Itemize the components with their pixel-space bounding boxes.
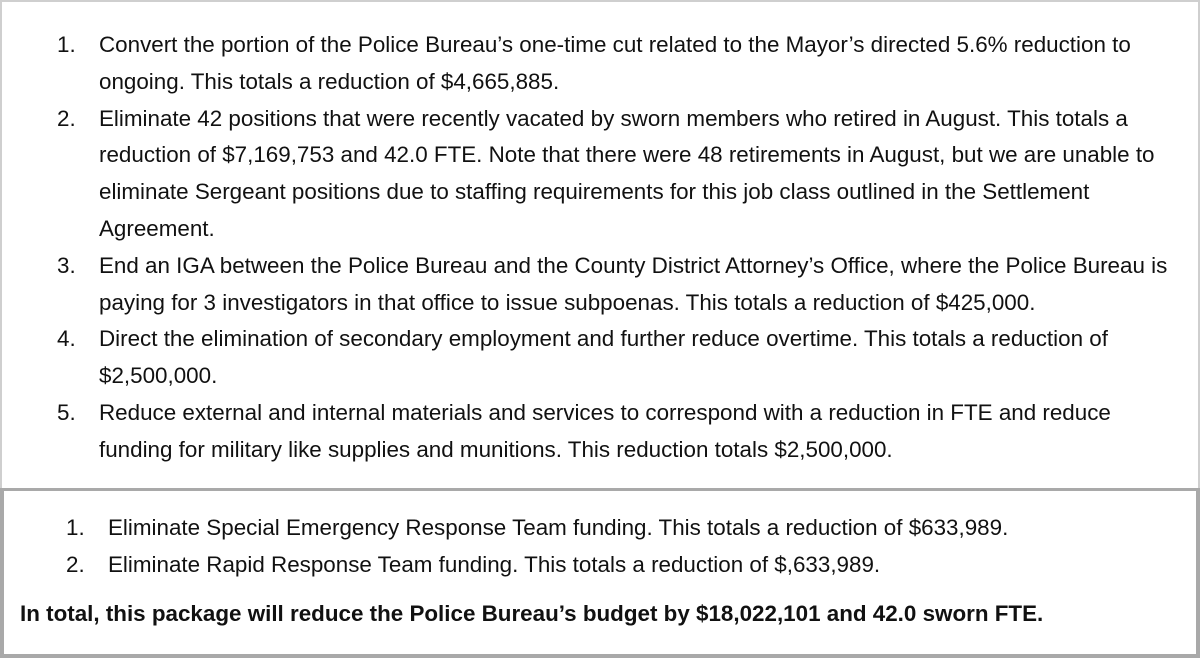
- team-funding-list: [4, 510, 1200, 584]
- list-item-text: End an IGA between the Police Bureau and the County District Attorney’s Office, where the Police Bureau is paying for 3 investigators in that office to issue subpoenas. This totals a reduction of $425,000.: [99, 252, 1168, 315]
- list-item: [2, 321, 1200, 395]
- list-item-text: Reduce external and internal materials and services to correspond with a reduction in FTE and reduce funding for military like supplies and munitions. This reduction totals $2,500,000.: [99, 399, 1111, 462]
- list-item-text: Convert the portion of the Police Bureau’s one-time cut related to the Mayor’s directed 5.6% reduction to ongoing. This totals a reduction of $4,665,885.: [99, 32, 1131, 94]
- list-item: [2, 395, 1200, 469]
- list-item-number: 1.: [57, 32, 76, 57]
- list-item-number: 5.: [57, 399, 76, 425]
- budget-summary: In total, this package will reduce the Police Bureau’s budget by $18,022,101 and 42.0 sworn FTE.: [20, 601, 1044, 626]
- list-item-text: Eliminate Rapid Response Team funding. This totals a reduction of $,633,989.: [108, 551, 881, 577]
- list-item-text: Eliminate Special Emergency Response Team funding. This totals a reduction of $633,989.: [108, 515, 1009, 540]
- list-item: [4, 510, 1200, 547]
- list-item: [2, 101, 1200, 248]
- reduction-list: [2, 27, 1200, 469]
- list-item-number: 4.: [57, 326, 76, 352]
- list-item: [2, 27, 1200, 101]
- list-item-text: Direct the elimination of secondary employment and further reduce overtime. This totals a reduction of $2,500,000.: [99, 326, 1108, 389]
- list-item-number: 2.: [57, 105, 76, 131]
- list-item: [2, 248, 1200, 322]
- list-item-text: Eliminate 42 positions that were recently vacated by sworn members who retired in August. This totals a reduction of $7,169,753 and 42.0 FTE. Note that there were 48 retirements in August, but we are unable to eliminate Sergeant positions due to staffing requirements for this job class outlined in the Settlement Agreement.: [99, 105, 1155, 241]
- list-item-number: 1.: [66, 515, 85, 540]
- list-item: [4, 547, 1200, 584]
- list-item-number: 2.: [66, 551, 85, 577]
- list-item-number: 3.: [57, 252, 76, 278]
- document-excerpt-bottom: [0, 488, 1200, 658]
